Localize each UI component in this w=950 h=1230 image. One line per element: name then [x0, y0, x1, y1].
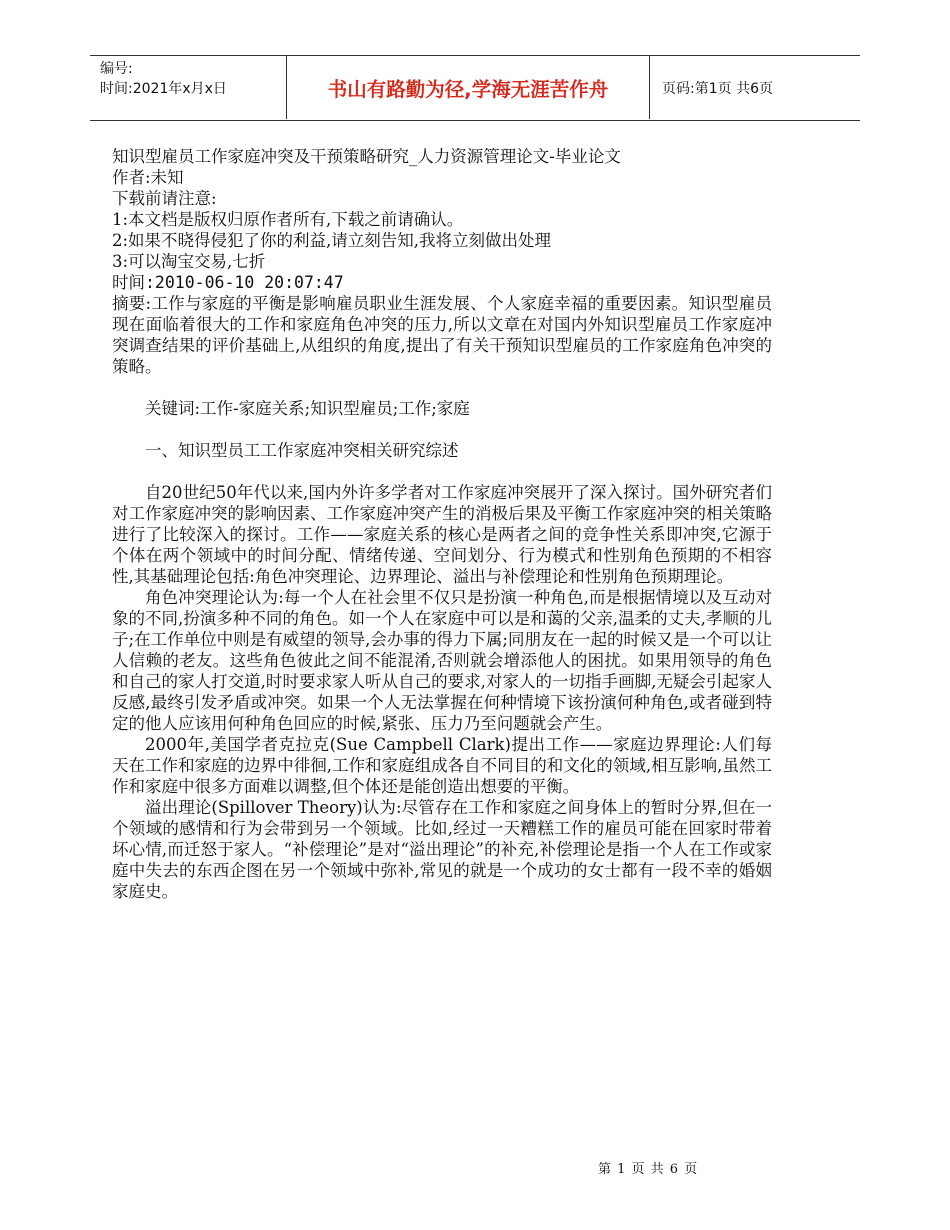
header-meta [100, 59, 227, 99]
document-body [112, 146, 772, 902]
keywords: 关键词:工作-家庭关系;知识型雇员;工作;家庭 [145, 399, 470, 418]
notice-item-1: 1:本文档是版权归原作者所有,下载之前请确认。 [112, 210, 464, 229]
page-header [90, 55, 860, 121]
page-footer: 第 1 页 共 6 页 [598, 1162, 699, 1177]
notice-item-2: 2:如果不晓得侵犯了你的利益,请立刻告知,我将立刻做出处理 [112, 231, 552, 250]
notice-item-3: 3:可以淘宝交易,七折 [112, 252, 266, 271]
paragraph: 2000年,美国学者克拉克(Sue Campbell Clark)提出工作——家庭边界理论:人们每天在工作和家庭的边界中徘徊,工作和家庭组成各自不同目的和文化的领域,相互影响,虽然工作和家庭中很多方面难以调整,但个体还是能创造出想要的平衡。 [112, 735, 772, 796]
paragraph: 自20世纪50年代以来,国内外许多学者对工作家庭冲突展开了深入探讨。国外研究者们对工作家庭冲突的影响因素、工作家庭冲突产生的消极后果及平衡工作家庭冲突的相关策略进行了比较深入的探讨。工作——家庭关系的核心是两者之间的竞争性关系即冲突,它源于个体在两个领域中的时间分配、情绪传递、空间划分、行为模式和性别角色预期的不相容性,其基础理论包括:角色冲突理论、边界理论、溢出与补偿理论和性别角色预期理论。 [112, 483, 772, 586]
notice-heading: 下载前请注意: [112, 189, 217, 208]
abstract: 摘要:工作与家庭的平衡是影响雇员职业生涯发展、个人家庭幸福的重要因素。知识型雇员现在面临着很大的工作和家庭角色冲突的压力,所以文章在对国内外知识型雇员工作家庭冲突调查结果的评价基础上,从组织的角度,提出了有关干预知识型雇员的工作家庭角色冲突的策略。 [112, 294, 772, 376]
document-author: 作者:未知 [112, 168, 184, 187]
header-motto: 书山有路勤为径,学海无涯苦作舟 [286, 56, 650, 119]
document-number-label: 编号: [100, 61, 133, 77]
document-timestamp: 时间:2010-06-10 20:07:47 [112, 273, 344, 292]
paragraph: 角色冲突理论认为:每一个人在社会里不仅只是扮演一种角色,而是根据情境以及互动对象的不同,扮演多种不同的角色。如一个人在家庭中可以是和蔼的父亲,温柔的丈夫,孝顺的儿子;在工作单位中则是有威望的领导,会办事的得力下属;同朋友在一起的时候又是一个可以让人信赖的老友。这些角色彼此之间不能混淆,否则就会增添他人的困扰。如果用领导的角色和自己的家人打交道,时时要求家人听从自己的要求,对家人的一切指手画脚,无疑会引起家人反感,最终引发矛盾或冲突。如果一个人无法掌握在何种情境下该扮演何种角色,或者碰到特定的他人应该用何种角色回应的时候,紧张、压力乃至问题就会产生。 [112, 588, 772, 733]
header-date: 时间:2021年x月x日 [100, 81, 227, 97]
section-heading: 一、知识型员工工作家庭冲突相关研究综述 [145, 441, 459, 460]
document-title: 知识型雇员工作家庭冲突及干预策略研究_人力资源管理论文-毕业论文 [112, 147, 621, 166]
paragraph: 溢出理论(Spillover Theory)认为:尽管存在工作和家庭之间身体上的暂时分界,但在一个领域的感情和行为会带到另一个领域。比如,经过一天糟糕工作的雇员可能在回家时带着坏心情,而迁怒于家人。“补偿理论”是对“溢出理论”的补充,补偿理论是指一个人在工作或家庭中失去的东西企图在另一个领域中弥补,常见的就是一个成功的女士都有一段不幸的婚姻家庭史。 [112, 798, 772, 901]
header-page-info: 页码:第1页 共6页 [662, 81, 773, 97]
